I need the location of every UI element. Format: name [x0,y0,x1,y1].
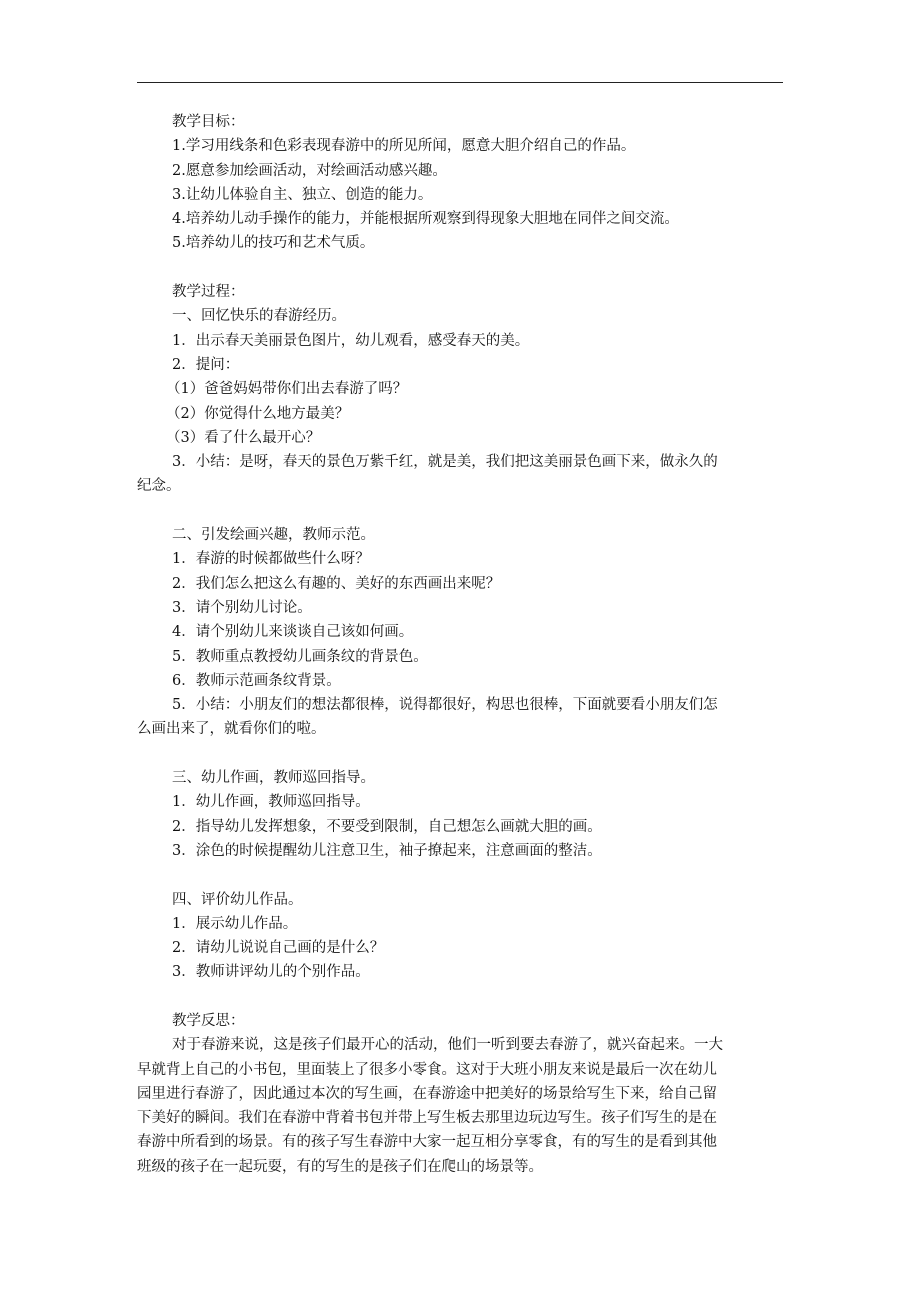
section-title: 三、幼儿作画，教师巡回指导。 [172,770,375,787]
spacer [137,742,783,766]
goal-item: 4.培养幼儿动手操作的能力，并能根据所观察到得现象大胆地在同伴之间交流。 [172,211,679,228]
question-item: （1）爸爸妈妈带你们出去春游了吗？ [166,381,408,398]
goal-item: 5.培养幼儿的技巧和艺术气质。 [172,235,375,252]
reflection-line: 园里进行春游了，因此通过本次的写生画，在春游途中把美好的场景给写生下来，给自己留 [137,1085,717,1102]
summary-line: 么画出来了，就看你们的啦。 [137,721,326,738]
section-title: 四、评价幼儿作品。 [172,891,303,908]
step-item: 6．教师示范画条纹背景。 [172,672,341,689]
goals-heading: 教学目标： [172,114,245,130]
step-item: 3．请个别幼儿讨论。 [172,599,312,616]
step-item: 1．出示春天美丽景色图片，幼儿观看，感受春天的美。 [172,332,530,349]
step-item: 1．展示幼儿作品。 [172,915,298,932]
process-heading: 教学过程： [172,284,245,301]
step-item: 2．指导幼儿发挥想象，不要受到限制，自己想怎么画就大胆的画。 [172,818,602,835]
summary-line: 5．小结：小朋友们的想法都很棒，说得都很好，构思也很棒，下面就要看小朋友们怎 [172,697,718,714]
goal-item: 2.愿意参加绘画活动，对绘画活动感兴趣。 [172,162,447,179]
section-title: 二、引发绘画兴趣，教师示范。 [172,527,375,544]
reflection-line: 对于春游来说，这是孩子们最开心的活动，他们一听到要去春游了，就兴奋起来。一大 [172,1037,723,1054]
reflection-line: 下美好的瞬间。我们在春游中背着书包并带上写生板去那里边玩边写生。孩子们写生的是在 [137,1110,717,1127]
step-item: 2．我们怎么把这么有趣的、美好的东西画出来呢？ [172,575,501,592]
header-rule [137,82,783,83]
spacer [137,863,783,887]
step-item: 4．请个别幼儿来谈谈自己该如何画。 [172,624,414,641]
goal-item: 3.让幼儿体验自主、独立、创造的能力。 [172,186,433,203]
spacer [137,985,783,1009]
summary-line: 纪念。 [137,478,181,495]
step-item: 2．提问： [172,356,240,373]
document-body [137,110,783,1179]
goal-item: 1.学习用线条和色彩表现春游中的所见所闻，愿意大胆介绍自己的作品。 [172,138,636,155]
reflection-line: 早就背上自己的小书包，里面装上了很多小零食。这对于大班小朋友来说是最后一次在幼儿 [137,1061,717,1078]
reflection-line: 班级的孩子在一起玩耍，有的写生的是孩子们在爬山的场景等。 [137,1158,543,1175]
step-item: 3．教师讲评幼儿的个别作品。 [172,964,370,981]
question-item: （3）看了什么最开心？ [166,429,321,446]
step-item: 1．幼儿作画，教师巡回指导。 [172,794,370,811]
step-item: 3．涂色的时候提醒幼儿注意卫生，袖子撩起来，注意画面的整洁。 [172,842,602,859]
step-item: 2．请幼儿说说自己画的是什么？ [172,940,385,957]
reflection-heading: 教学反思： [172,1012,245,1029]
step-item: 5．教师重点教授幼儿画条纹的背景色。 [172,648,428,665]
spacer [137,499,783,523]
summary-line: 3．小结：是呀，春天的景色万紫千红，就是美，我们把这美丽景色画下来，做永久的 [172,454,718,471]
question-item: （2）你觉得什么地方最美？ [166,405,350,422]
spacer [137,256,783,280]
reflection-line: 春游中所看到的场景。有的孩子写生春游中大家一起互相分享零食，有的写生的是看到其他 [137,1134,717,1151]
step-item: 1．春游的时候都做些什么呀？ [172,551,370,568]
section-title: 一、回忆快乐的春游经历。 [172,308,346,325]
